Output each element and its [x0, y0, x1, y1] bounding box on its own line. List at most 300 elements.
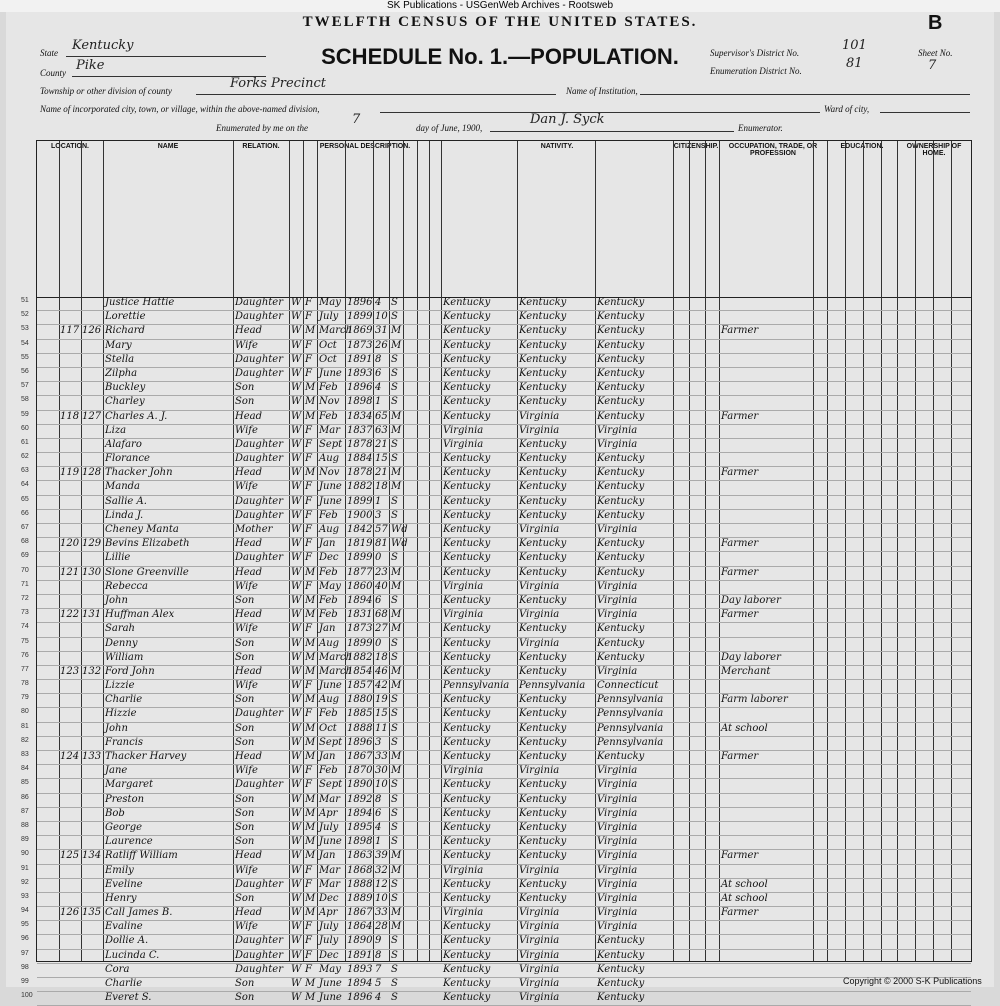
cell-yr: 1892: [347, 793, 373, 805]
cell-ms: S: [391, 311, 398, 323]
cell-yr: 1896: [347, 297, 373, 308]
cell-dw: 117: [60, 325, 80, 337]
cell-sex: M: [305, 637, 316, 649]
line-number: 75: [21, 637, 29, 645]
cell-ms: S: [391, 708, 398, 720]
table-row: [21, 864, 971, 879]
cell-name: Zilpha: [105, 367, 138, 379]
header-citizenship: CITIZENSHIP.: [673, 143, 719, 150]
table-row: [21, 325, 971, 339]
table-row: [21, 708, 971, 722]
table-row: [21, 765, 971, 779]
line-number: 67: [21, 524, 29, 531]
cell-yr: 1899: [347, 495, 373, 507]
cell-rel: Daughter: [235, 367, 283, 379]
cell-age: 1: [375, 495, 382, 507]
township-label: Township or other division of county: [40, 86, 172, 96]
line-number: 92: [21, 878, 29, 886]
cell-mb: Virginia: [597, 424, 638, 436]
cell-fb: Kentucky: [519, 736, 567, 748]
cell-col: W: [291, 396, 302, 408]
cell-rel: Son: [235, 651, 255, 663]
cell-fb: Kentucky: [519, 807, 567, 819]
cell-ms: S: [391, 807, 398, 819]
cell-sex: F: [305, 623, 312, 635]
cell-ms: S: [391, 892, 398, 904]
cell-mo: Feb: [319, 509, 338, 521]
table-row: [21, 992, 971, 1006]
line-number: 100: [21, 992, 33, 1000]
cell-fb: Kentucky: [519, 836, 567, 848]
cell-pb: Kentucky: [443, 978, 491, 989]
cell-pb: Virginia: [443, 580, 484, 592]
cell-sex: M: [305, 325, 316, 337]
cell-mo: March: [319, 651, 353, 663]
cell-ms: S: [391, 963, 398, 975]
cell-col: W: [291, 963, 302, 975]
line-number: 57: [21, 382, 29, 390]
cell-fb: Kentucky: [519, 367, 567, 379]
cell-pb: Kentucky: [443, 325, 491, 337]
cell-pb: Kentucky: [443, 708, 491, 720]
cell-col: W: [291, 949, 302, 961]
cell-mb: Pennsylvania: [597, 708, 664, 720]
cell-fb: Virginia: [519, 921, 560, 933]
cell-age: 4: [375, 992, 382, 1004]
day-of-label: day of June, 1900,: [416, 123, 483, 133]
cell-name: Manda: [105, 481, 141, 493]
line-number: 78: [21, 680, 29, 688]
cell-ms: M: [391, 609, 402, 621]
cell-name: Laurence: [105, 836, 153, 848]
cell-sex: M: [305, 892, 316, 904]
cell-yr: 1894: [347, 594, 373, 606]
cell-yr: 1896: [347, 992, 373, 1004]
cell-pb: Virginia: [443, 864, 484, 876]
cell-ms: M: [391, 339, 402, 351]
cell-yr: 1885: [347, 708, 373, 720]
cell-occ: Farm laborer: [721, 694, 788, 706]
cell-mo: July: [319, 935, 339, 947]
cell-col: W: [291, 935, 302, 947]
cell-rel: Head: [235, 850, 263, 862]
cell-sex: M: [305, 694, 316, 706]
enumerator-name: Dan J. Syck: [530, 112, 605, 127]
enumeration-value: 81: [846, 56, 863, 71]
cell-name: Cheney Manta: [105, 524, 179, 535]
cell-age: 4: [375, 821, 382, 833]
cell-col: W: [291, 594, 302, 606]
table-row: [21, 509, 971, 524]
cell-col: W: [291, 566, 302, 578]
cell-rel: Daughter: [235, 311, 283, 323]
cell-yr: 1882: [347, 481, 373, 493]
cell-fb: Pennsylvania: [519, 680, 586, 692]
cell-yr: 1899: [347, 552, 373, 564]
cell-mo: Sept: [319, 779, 343, 791]
cell-name: Denny: [105, 637, 138, 649]
cell-ms: S: [391, 637, 398, 649]
cell-name: Mary: [105, 339, 132, 351]
header-education: EDUCATION.: [840, 143, 884, 150]
cell-mo: Feb: [319, 382, 338, 394]
cell-yr: 1890: [347, 935, 373, 947]
cell-name: Jane: [105, 765, 128, 777]
cell-mo: Feb: [319, 410, 338, 422]
cell-col: W: [291, 736, 302, 748]
header-personal: PERSONAL DESCRIPTION.: [319, 143, 411, 150]
cell-fam: 130: [82, 566, 102, 578]
cell-rel: Wife: [235, 765, 258, 777]
table-row: [21, 878, 971, 893]
cell-fam: 127: [82, 410, 102, 422]
cell-fb: Kentucky: [519, 297, 567, 308]
cell-mo: July: [319, 311, 339, 323]
cell-rel: Daughter: [235, 438, 283, 450]
header-name: NAME: [157, 143, 179, 150]
table-row: [21, 680, 971, 694]
cell-rel: Son: [235, 637, 255, 649]
cell-age: 68: [375, 609, 388, 621]
cell-fb: Virginia: [519, 424, 560, 436]
cell-dw: 123: [60, 665, 80, 677]
cell-rel: Son: [235, 992, 255, 1004]
cell-name: Margaret: [105, 779, 154, 791]
cell-yr: 1896: [347, 736, 373, 748]
cell-fam: 131: [82, 609, 102, 621]
cell-occ: Farmer: [721, 609, 759, 621]
cell-col: W: [291, 538, 302, 550]
cell-dw: 121: [60, 566, 80, 578]
cell-ms: M: [391, 850, 402, 862]
cell-occ: Merchant: [721, 665, 771, 677]
table-header: [37, 141, 971, 298]
cell-mb: Kentucky: [597, 538, 645, 550]
cell-name: Linda J.: [105, 509, 144, 521]
cell-mo: Oct: [319, 353, 337, 365]
table-row: [21, 637, 971, 652]
cell-pb: Kentucky: [443, 637, 491, 649]
cell-mo: Feb: [319, 765, 338, 777]
table-row: [21, 566, 971, 581]
cell-rel: Son: [235, 594, 255, 606]
table-row: [21, 892, 971, 907]
cell-name: Lillie: [105, 552, 131, 564]
cell-sex: F: [305, 481, 312, 493]
cell-mb: Kentucky: [597, 751, 645, 762]
cell-mo: Feb: [319, 708, 338, 720]
cell-ms: S: [391, 353, 398, 365]
cell-dw: 122: [60, 609, 80, 621]
cell-yr: 1899: [347, 637, 373, 649]
cell-col: W: [291, 850, 302, 862]
cell-sex: M: [305, 467, 316, 479]
cell-col: W: [291, 637, 302, 649]
cell-mb: Virginia: [597, 765, 638, 777]
line-number: 73: [21, 609, 29, 617]
cell-mb: Kentucky: [597, 453, 645, 465]
cell-sex: F: [305, 453, 312, 465]
cell-mo: Jan: [319, 538, 336, 550]
cell-yr: 1889: [347, 892, 373, 904]
cell-rel: Head: [235, 566, 263, 578]
cell-col: W: [291, 864, 302, 876]
cell-fb: Kentucky: [519, 722, 567, 734]
cell-mb: Virginia: [597, 907, 638, 919]
cell-fb: Virginia: [519, 637, 560, 649]
cell-ms: M: [391, 665, 402, 677]
cell-pb: Kentucky: [443, 566, 491, 578]
cell-age: 31: [375, 325, 388, 337]
cell-ms: S: [391, 836, 398, 848]
cell-sex: F: [305, 311, 312, 323]
cell-yr: 1860: [347, 580, 373, 592]
cell-sex: F: [305, 367, 312, 379]
cell-col: W: [291, 694, 302, 706]
table-row: [21, 495, 971, 510]
cell-col: W: [291, 495, 302, 507]
line-number: 87: [21, 807, 29, 815]
cell-rel: Son: [235, 821, 255, 833]
cell-rel: Head: [235, 609, 263, 621]
cell-fb: Kentucky: [519, 453, 567, 465]
cell-fb: Kentucky: [519, 694, 567, 706]
cell-mb: Virginia: [597, 807, 638, 819]
line-number: 83: [21, 751, 29, 758]
line-number: 81: [21, 722, 29, 730]
header-occupation: OCCUPATION, TRADE, OR PROFESSION: [728, 143, 818, 157]
cell-rel: Daughter: [235, 708, 283, 720]
cell-age: 33: [375, 751, 388, 762]
cell-fb: Kentucky: [519, 538, 567, 550]
cell-yr: 1900: [347, 509, 373, 521]
cell-mb: Kentucky: [597, 963, 645, 975]
cell-name: Everet S.: [105, 992, 152, 1004]
census-title: TWELFTH CENSUS OF THE UNITED STATES.: [302, 14, 698, 30]
cell-name: Lorettie: [105, 311, 146, 323]
cell-rel: Head: [235, 325, 263, 337]
table-row: [21, 297, 971, 311]
line-number: 82: [21, 736, 29, 744]
cell-yr: 1884: [347, 453, 373, 465]
cell-mb: Virginia: [597, 892, 638, 904]
cell-mb: Kentucky: [597, 651, 645, 663]
cell-name: Slone Greenville: [105, 566, 189, 578]
cell-name: Liza: [105, 424, 127, 436]
cell-pb: Kentucky: [443, 552, 491, 564]
cell-col: W: [291, 509, 302, 521]
cell-mb: Kentucky: [597, 566, 645, 578]
cell-rel: Wife: [235, 680, 258, 692]
line-number: 94: [21, 907, 29, 915]
source-banner: SK Publications - USGenWeb Archives - Rootsweb: [0, 0, 1000, 12]
cell-age: 8: [375, 353, 382, 365]
cell-sex: F: [305, 524, 312, 535]
cell-yr: 1888: [347, 722, 373, 734]
cell-col: W: [291, 921, 302, 933]
cell-pb: Kentucky: [443, 453, 491, 465]
cell-sex: F: [305, 779, 312, 791]
cell-ms: S: [391, 594, 398, 606]
cell-pb: Kentucky: [443, 538, 491, 550]
cell-age: 6: [375, 367, 382, 379]
table-row: [21, 467, 971, 481]
cell-fb: Kentucky: [519, 467, 567, 479]
line-number: 88: [21, 821, 29, 829]
incorporated-label: Name of incorporated city, town, or village, within the above-named division,: [40, 104, 320, 114]
cell-sex: F: [305, 424, 312, 436]
cell-pb: Kentucky: [443, 297, 491, 308]
cell-mb: Kentucky: [597, 311, 645, 323]
cell-yr: 1868: [347, 864, 373, 876]
cell-mo: March: [319, 325, 353, 337]
cell-rel: Son: [235, 836, 255, 848]
cell-age: 6: [375, 594, 382, 606]
cell-yr: 1819: [347, 538, 373, 550]
cell-ms: M: [391, 864, 402, 876]
cell-col: W: [291, 552, 302, 564]
cell-ms: M: [391, 467, 402, 479]
cell-fam: 135: [82, 907, 102, 919]
cell-sex: F: [305, 297, 312, 308]
line-number: 86: [21, 793, 29, 801]
cell-age: 30: [375, 765, 388, 777]
cell-yr: 1870: [347, 765, 373, 777]
cell-mo: Mar: [319, 793, 340, 805]
cell-ms: S: [391, 367, 398, 379]
cell-name: Hizzie: [105, 708, 137, 720]
table-row: [21, 410, 971, 425]
line-number: 61: [21, 438, 29, 446]
cell-rel: Daughter: [235, 495, 283, 507]
cell-mo: Aug: [319, 524, 340, 535]
cell-rel: Head: [235, 467, 263, 479]
cell-mo: Nov: [319, 467, 340, 479]
cell-name: Call James B.: [105, 907, 173, 919]
cell-name: Huffman Alex: [105, 609, 175, 621]
cell-mo: May: [319, 580, 341, 592]
cell-col: W: [291, 453, 302, 465]
cell-age: 1: [375, 836, 382, 848]
line-number: 96: [21, 935, 29, 943]
cell-col: W: [291, 325, 302, 337]
cell-fb: Virginia: [519, 907, 560, 919]
cell-pb: Kentucky: [443, 382, 491, 394]
cell-ms: M: [391, 410, 402, 422]
table-row: [21, 524, 971, 538]
cell-sex: M: [305, 807, 316, 819]
cell-mo: March: [319, 665, 353, 677]
cell-rel: Head: [235, 907, 263, 919]
cell-sex: F: [305, 765, 312, 777]
cell-yr: 1891: [347, 353, 373, 365]
cell-yr: 1863: [347, 850, 373, 862]
enumeration-label: Enumeration District No.: [710, 66, 802, 76]
enumerator-label: Enumerator.: [738, 123, 783, 133]
cell-yr: 1896: [347, 382, 373, 394]
cell-name: Sarah: [105, 623, 135, 635]
cell-rel: Wife: [235, 481, 258, 493]
cell-mo: June: [319, 978, 342, 989]
cell-age: 10: [375, 779, 388, 791]
cell-mo: Oct: [319, 722, 337, 734]
cell-ms: S: [391, 552, 398, 564]
cell-name: Ford John: [105, 665, 155, 677]
cell-occ: Farmer: [721, 538, 759, 550]
cell-fb: Kentucky: [519, 878, 567, 890]
cell-fb: Kentucky: [519, 396, 567, 408]
cell-mb: Kentucky: [597, 978, 645, 989]
cell-mb: Virginia: [597, 609, 638, 621]
cell-mb: Kentucky: [597, 637, 645, 649]
cell-rel: Son: [235, 978, 255, 989]
cell-ms: Wd: [391, 524, 408, 535]
cell-mo: June: [319, 680, 342, 692]
cell-col: W: [291, 892, 302, 904]
cell-mb: Virginia: [597, 836, 638, 848]
cell-name: Dollie A.: [105, 935, 149, 947]
cell-sex: M: [305, 793, 316, 805]
line-number: 74: [21, 623, 29, 631]
cell-sex: M: [305, 566, 316, 578]
cell-age: 18: [375, 481, 388, 493]
cell-fb: Virginia: [519, 410, 560, 422]
cell-mo: Feb: [319, 594, 338, 606]
cell-mo: Nov: [319, 396, 340, 408]
cell-name: Bevins Elizabeth: [105, 538, 190, 550]
enumerated-label: Enumerated by me on the: [216, 123, 308, 133]
cell-col: W: [291, 680, 302, 692]
table-row: [21, 850, 971, 864]
table-row: [21, 921, 971, 935]
cell-fb: Kentucky: [519, 793, 567, 805]
cell-yr: 1890: [347, 779, 373, 791]
cell-pb: Kentucky: [443, 892, 491, 904]
cell-yr: 1893: [347, 367, 373, 379]
cell-age: 9: [375, 935, 382, 947]
cell-yr: 1867: [347, 751, 373, 762]
cell-col: W: [291, 765, 302, 777]
cell-rel: Wife: [235, 623, 258, 635]
cell-col: W: [291, 779, 302, 791]
cell-ms: M: [391, 680, 402, 692]
cell-mo: Dec: [319, 949, 339, 961]
cell-fb: Kentucky: [519, 495, 567, 507]
table-row: [21, 382, 971, 396]
cell-yr: 1873: [347, 339, 373, 351]
cell-mb: Virginia: [597, 580, 638, 592]
line-number: 91: [21, 864, 29, 872]
cell-col: W: [291, 297, 302, 308]
cell-ms: M: [391, 566, 402, 578]
cell-fb: Kentucky: [519, 651, 567, 663]
cell-pb: Kentucky: [443, 921, 491, 933]
cell-col: W: [291, 878, 302, 890]
cell-ms: Wd: [391, 538, 408, 550]
cell-sex: F: [305, 495, 312, 507]
cell-col: W: [291, 424, 302, 436]
township-value: Forks Precinct: [230, 76, 327, 91]
cell-fb: Kentucky: [519, 481, 567, 493]
cell-age: 21: [375, 438, 388, 450]
line-number: 70: [21, 566, 29, 574]
cell-pb: Kentucky: [443, 495, 491, 507]
cell-rel: Daughter: [235, 509, 283, 521]
cell-mo: Oct: [319, 339, 337, 351]
cell-sex: M: [305, 907, 316, 919]
cell-col: W: [291, 793, 302, 805]
cell-fb: Kentucky: [519, 892, 567, 904]
